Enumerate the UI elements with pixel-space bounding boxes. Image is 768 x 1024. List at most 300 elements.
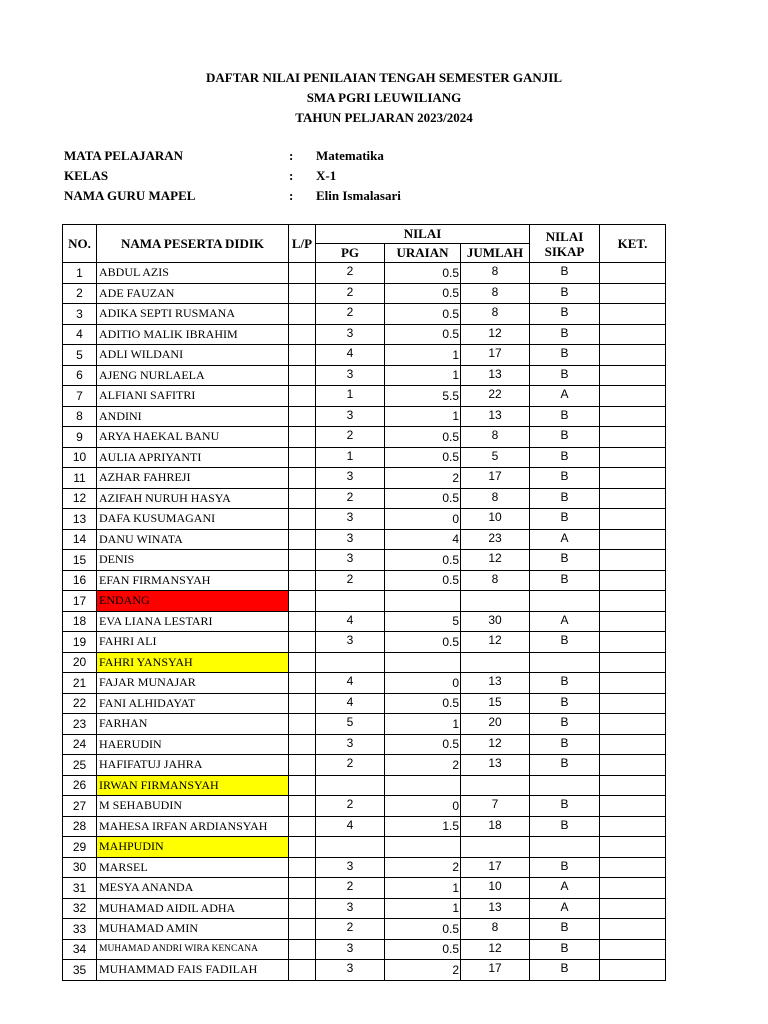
student-name: FAHRI ALI bbox=[97, 632, 289, 653]
uraian-score: 0.5 bbox=[385, 324, 461, 345]
student-name: M SEHABUDIN bbox=[97, 796, 289, 817]
table-row bbox=[63, 857, 666, 878]
gender-cell bbox=[289, 919, 316, 940]
row-number: 13 bbox=[63, 509, 97, 530]
ket-cell bbox=[600, 960, 666, 981]
teacher-label: NAMA GURU MAPEL bbox=[64, 188, 196, 203]
table-row bbox=[63, 324, 666, 345]
pg-score: 3 bbox=[316, 734, 385, 755]
table-row bbox=[63, 796, 666, 817]
header-name: NAMA PESERTA DIDIK bbox=[97, 225, 289, 263]
gender-cell bbox=[289, 632, 316, 653]
table-row bbox=[63, 632, 666, 653]
row-number: 4 bbox=[63, 324, 97, 345]
student-name: MUHAMAD ANDRI WIRA KENCANA bbox=[97, 939, 289, 960]
table-row bbox=[63, 652, 666, 673]
jumlah-score: 12 bbox=[461, 939, 530, 960]
gender-cell bbox=[289, 365, 316, 386]
table-row bbox=[63, 304, 666, 325]
sikap-grade: B bbox=[530, 673, 600, 694]
gender-cell bbox=[289, 939, 316, 960]
jumlah-score: 20 bbox=[461, 714, 530, 735]
table-row bbox=[63, 365, 666, 386]
jumlah-score: 8 bbox=[461, 263, 530, 284]
gender-cell bbox=[289, 816, 316, 837]
table-row bbox=[63, 509, 666, 530]
gender-cell bbox=[289, 960, 316, 981]
gender-cell bbox=[289, 283, 316, 304]
student-name: MARSEL bbox=[97, 857, 289, 878]
jumlah-score: 22 bbox=[461, 386, 530, 407]
jumlah-score: 8 bbox=[461, 283, 530, 304]
student-name: FAJAR MUNAJAR bbox=[97, 673, 289, 694]
table-row bbox=[63, 775, 666, 796]
row-number: 3 bbox=[63, 304, 97, 325]
jumlah-score: 17 bbox=[461, 468, 530, 489]
table-row bbox=[63, 263, 666, 284]
class-colon: : bbox=[289, 168, 294, 183]
jumlah-score: 13 bbox=[461, 673, 530, 694]
gender-cell bbox=[289, 386, 316, 407]
uraian-score: 0 bbox=[385, 673, 461, 694]
row-number: 2 bbox=[63, 283, 97, 304]
ket-cell bbox=[600, 755, 666, 776]
table-row bbox=[63, 898, 666, 919]
row-number: 16 bbox=[63, 570, 97, 591]
jumlah-score: 8 bbox=[461, 488, 530, 509]
row-number: 12 bbox=[63, 488, 97, 509]
uraian-score: 0.5 bbox=[385, 488, 461, 509]
pg-score: 2 bbox=[316, 488, 385, 509]
student-name: EVA LIANA LESTARI bbox=[97, 611, 289, 632]
ket-cell bbox=[600, 386, 666, 407]
sikap-grade: B bbox=[530, 960, 600, 981]
pg-score: 1 bbox=[316, 386, 385, 407]
row-number: 7 bbox=[63, 386, 97, 407]
sikap-grade: B bbox=[530, 427, 600, 448]
uraian-score: 0.5 bbox=[385, 570, 461, 591]
uraian-score: 1 bbox=[385, 406, 461, 427]
jumlah-score: 13 bbox=[461, 406, 530, 427]
pg-score bbox=[316, 652, 385, 673]
uraian-score: 1 bbox=[385, 878, 461, 899]
ket-cell bbox=[600, 529, 666, 550]
table-row bbox=[63, 406, 666, 427]
gender-cell bbox=[289, 591, 316, 612]
ket-cell bbox=[600, 263, 666, 284]
sikap-grade: A bbox=[530, 878, 600, 899]
row-number: 1 bbox=[63, 263, 97, 284]
gender-cell bbox=[289, 898, 316, 919]
gender-cell bbox=[289, 796, 316, 817]
uraian-score: 5 bbox=[385, 611, 461, 632]
table-row bbox=[63, 939, 666, 960]
student-name: IRWAN FIRMANSYAH bbox=[97, 775, 289, 796]
sikap-grade: B bbox=[530, 919, 600, 940]
student-name: ADIKA SEPTI RUSMANA bbox=[97, 304, 289, 325]
ket-cell bbox=[600, 468, 666, 489]
sikap-grade: B bbox=[530, 447, 600, 468]
uraian-score bbox=[385, 652, 461, 673]
ket-cell bbox=[600, 734, 666, 755]
header-uraian: URAIAN bbox=[385, 244, 461, 263]
jumlah-score: 13 bbox=[461, 365, 530, 386]
ket-cell bbox=[600, 488, 666, 509]
sikap-grade: B bbox=[530, 693, 600, 714]
table-row bbox=[63, 488, 666, 509]
student-name: FANI ALHIDAYAT bbox=[97, 693, 289, 714]
uraian-score: 0.5 bbox=[385, 919, 461, 940]
row-number: 23 bbox=[63, 714, 97, 735]
pg-score: 3 bbox=[316, 324, 385, 345]
uraian-score bbox=[385, 775, 461, 796]
pg-score: 4 bbox=[316, 816, 385, 837]
gender-cell bbox=[289, 324, 316, 345]
ket-cell bbox=[600, 816, 666, 837]
sikap-grade: B bbox=[530, 345, 600, 366]
uraian-score: 0.5 bbox=[385, 283, 461, 304]
student-name: HAERUDIN bbox=[97, 734, 289, 755]
ket-cell bbox=[600, 775, 666, 796]
document-title: DAFTAR NILAI PENILAIAN TENGAH SEMESTER GANJIL bbox=[206, 70, 562, 85]
uraian-score: 2 bbox=[385, 755, 461, 776]
header-no: NO. bbox=[63, 225, 97, 263]
sikap-grade bbox=[530, 775, 600, 796]
jumlah-score: 8 bbox=[461, 919, 530, 940]
pg-score: 4 bbox=[316, 673, 385, 694]
subject-label: MATA PELAJARAN bbox=[64, 148, 184, 163]
student-name: AJENG NURLAELA bbox=[97, 365, 289, 386]
pg-score: 3 bbox=[316, 939, 385, 960]
ket-cell bbox=[600, 283, 666, 304]
pg-score: 3 bbox=[316, 632, 385, 653]
header-sikap bbox=[530, 225, 600, 263]
pg-score: 4 bbox=[316, 611, 385, 632]
row-number: 22 bbox=[63, 693, 97, 714]
pg-score: 2 bbox=[316, 283, 385, 304]
ket-cell bbox=[600, 673, 666, 694]
pg-score: 3 bbox=[316, 406, 385, 427]
subject-value: Matematika bbox=[316, 148, 384, 163]
header-lp: L/P bbox=[289, 225, 316, 263]
sikap-grade: B bbox=[530, 283, 600, 304]
grades-table bbox=[62, 224, 666, 981]
pg-score: 3 bbox=[316, 960, 385, 981]
teacher-colon: : bbox=[289, 188, 294, 203]
ket-cell bbox=[600, 345, 666, 366]
uraian-score: 0.5 bbox=[385, 427, 461, 448]
jumlah-score bbox=[461, 837, 530, 858]
jumlah-score: 30 bbox=[461, 611, 530, 632]
ket-cell bbox=[600, 570, 666, 591]
header-jumlah: JUMLAH bbox=[461, 244, 530, 263]
gender-cell bbox=[289, 837, 316, 858]
pg-score bbox=[316, 775, 385, 796]
ket-cell bbox=[600, 611, 666, 632]
uraian-score: 2 bbox=[385, 857, 461, 878]
ket-cell bbox=[600, 796, 666, 817]
pg-score: 1 bbox=[316, 447, 385, 468]
row-number: 20 bbox=[63, 652, 97, 673]
jumlah-score: 17 bbox=[461, 345, 530, 366]
row-number: 19 bbox=[63, 632, 97, 653]
jumlah-score bbox=[461, 652, 530, 673]
student-name: MESYA ANANDA bbox=[97, 878, 289, 899]
gender-cell bbox=[289, 673, 316, 694]
sikap-grade: B bbox=[530, 857, 600, 878]
student-name: MAHPUDIN bbox=[97, 837, 289, 858]
ket-cell bbox=[600, 714, 666, 735]
pg-score: 2 bbox=[316, 796, 385, 817]
sikap-grade: B bbox=[530, 714, 600, 735]
table-row bbox=[63, 734, 666, 755]
uraian-score: 4 bbox=[385, 529, 461, 550]
ket-cell bbox=[600, 365, 666, 386]
row-number: 29 bbox=[63, 837, 97, 858]
table-row bbox=[63, 673, 666, 694]
row-number: 5 bbox=[63, 345, 97, 366]
ket-cell bbox=[600, 878, 666, 899]
pg-score: 2 bbox=[316, 919, 385, 940]
student-name: ALFIANI SAFITRI bbox=[97, 386, 289, 407]
gender-cell bbox=[289, 570, 316, 591]
pg-score: 2 bbox=[316, 878, 385, 899]
row-number: 17 bbox=[63, 591, 97, 612]
gender-cell bbox=[289, 529, 316, 550]
sikap-grade: B bbox=[530, 488, 600, 509]
gender-cell bbox=[289, 714, 316, 735]
uraian-score: 1 bbox=[385, 898, 461, 919]
table-row bbox=[63, 468, 666, 489]
row-number: 8 bbox=[63, 406, 97, 427]
jumlah-score: 15 bbox=[461, 693, 530, 714]
jumlah-score: 8 bbox=[461, 427, 530, 448]
pg-score: 3 bbox=[316, 468, 385, 489]
table-row bbox=[63, 919, 666, 940]
student-name: DENIS bbox=[97, 550, 289, 571]
pg-score: 2 bbox=[316, 755, 385, 776]
pg-score: 4 bbox=[316, 345, 385, 366]
sikap-grade: B bbox=[530, 755, 600, 776]
table-row bbox=[63, 611, 666, 632]
row-number: 35 bbox=[63, 960, 97, 981]
gender-cell bbox=[289, 734, 316, 755]
gender-cell bbox=[289, 878, 316, 899]
uraian-score: 0.5 bbox=[385, 734, 461, 755]
ket-cell bbox=[600, 427, 666, 448]
student-name: ADE FAUZAN bbox=[97, 283, 289, 304]
jumlah-score: 8 bbox=[461, 304, 530, 325]
student-name: AZHAR FAHREJI bbox=[97, 468, 289, 489]
subject-colon: : bbox=[289, 148, 294, 163]
row-number: 34 bbox=[63, 939, 97, 960]
jumlah-score: 12 bbox=[461, 632, 530, 653]
jumlah-score: 13 bbox=[461, 898, 530, 919]
sikap-grade: A bbox=[530, 386, 600, 407]
student-name: FAHRI YANSYAH bbox=[97, 652, 289, 673]
gender-cell bbox=[289, 775, 316, 796]
gender-cell bbox=[289, 509, 316, 530]
jumlah-score: 7 bbox=[461, 796, 530, 817]
gender-cell bbox=[289, 304, 316, 325]
sikap-grade: A bbox=[530, 898, 600, 919]
table-body bbox=[63, 263, 666, 981]
uraian-score: 2 bbox=[385, 960, 461, 981]
sikap-grade bbox=[530, 652, 600, 673]
student-name: ARYA HAEKAL BANU bbox=[97, 427, 289, 448]
uraian-score: 0.5 bbox=[385, 939, 461, 960]
sikap-grade: B bbox=[530, 263, 600, 284]
table-row bbox=[63, 427, 666, 448]
pg-score: 2 bbox=[316, 427, 385, 448]
uraian-score bbox=[385, 837, 461, 858]
table-row bbox=[63, 591, 666, 612]
student-name: FARHAN bbox=[97, 714, 289, 735]
row-number: 32 bbox=[63, 898, 97, 919]
gender-cell bbox=[289, 755, 316, 776]
header-sikap-text: NILAI SIKAP bbox=[544, 228, 585, 259]
jumlah-score: 12 bbox=[461, 734, 530, 755]
header-ket: KET. bbox=[600, 225, 666, 263]
table-row bbox=[63, 714, 666, 735]
gender-cell bbox=[289, 263, 316, 284]
row-number: 24 bbox=[63, 734, 97, 755]
student-name: ADLI WILDANI bbox=[97, 345, 289, 366]
ket-cell bbox=[600, 837, 666, 858]
uraian-score: 0 bbox=[385, 796, 461, 817]
table-row bbox=[63, 693, 666, 714]
gender-cell bbox=[289, 693, 316, 714]
student-name: ABDUL AZIS bbox=[97, 263, 289, 284]
sikap-grade: B bbox=[530, 632, 600, 653]
uraian-score: 1.5 bbox=[385, 816, 461, 837]
class-value: X-1 bbox=[316, 168, 337, 183]
sikap-grade: B bbox=[530, 939, 600, 960]
ket-cell bbox=[600, 550, 666, 571]
table-row bbox=[63, 755, 666, 776]
pg-score bbox=[316, 591, 385, 612]
pg-score: 3 bbox=[316, 529, 385, 550]
header-pg: PG bbox=[316, 244, 385, 263]
row-number: 31 bbox=[63, 878, 97, 899]
jumlah-score: 17 bbox=[461, 960, 530, 981]
student-name: ENDANG bbox=[97, 591, 289, 612]
row-number: 33 bbox=[63, 919, 97, 940]
table-row bbox=[63, 837, 666, 858]
jumlah-score bbox=[461, 775, 530, 796]
pg-score: 3 bbox=[316, 509, 385, 530]
ket-cell bbox=[600, 919, 666, 940]
jumlah-score: 12 bbox=[461, 324, 530, 345]
table-row bbox=[63, 816, 666, 837]
row-number: 6 bbox=[63, 365, 97, 386]
sikap-grade: B bbox=[530, 509, 600, 530]
student-name: MUHAMMAD FAIS FADILAH bbox=[97, 960, 289, 981]
ket-cell bbox=[600, 304, 666, 325]
student-name: MAHESA IRFAN ARDIANSYAH bbox=[97, 816, 289, 837]
gender-cell bbox=[289, 652, 316, 673]
pg-score: 2 bbox=[316, 570, 385, 591]
pg-score: 2 bbox=[316, 304, 385, 325]
gender-cell bbox=[289, 406, 316, 427]
sikap-grade: B bbox=[530, 365, 600, 386]
table-row bbox=[63, 529, 666, 550]
table-row bbox=[63, 345, 666, 366]
row-number: 15 bbox=[63, 550, 97, 571]
gender-cell bbox=[289, 447, 316, 468]
row-number: 11 bbox=[63, 468, 97, 489]
pg-score: 3 bbox=[316, 898, 385, 919]
academic-year: TAHUN PELJARAN 2023/2024 bbox=[295, 110, 473, 125]
sikap-grade: A bbox=[530, 611, 600, 632]
gender-cell bbox=[289, 550, 316, 571]
student-name: HAFIFATUJ JAHRA bbox=[97, 755, 289, 776]
sikap-grade: B bbox=[530, 550, 600, 571]
gender-cell bbox=[289, 468, 316, 489]
jumlah-score: 8 bbox=[461, 570, 530, 591]
uraian-score: 0 bbox=[385, 509, 461, 530]
row-number: 14 bbox=[63, 529, 97, 550]
uraian-score: 1 bbox=[385, 365, 461, 386]
sikap-grade: A bbox=[530, 529, 600, 550]
ket-cell bbox=[600, 324, 666, 345]
jumlah-score: 5 bbox=[461, 447, 530, 468]
table-row bbox=[63, 447, 666, 468]
header-nilai: NILAI bbox=[316, 225, 530, 244]
jumlah-score: 17 bbox=[461, 857, 530, 878]
student-name: DANU WINATA bbox=[97, 529, 289, 550]
student-name: ANDINI bbox=[97, 406, 289, 427]
table-row bbox=[63, 878, 666, 899]
student-name: AZIFAH NURUH HASYA bbox=[97, 488, 289, 509]
uraian-score: 5.5 bbox=[385, 386, 461, 407]
jumlah-score: 10 bbox=[461, 509, 530, 530]
gender-cell bbox=[289, 857, 316, 878]
row-number: 30 bbox=[63, 857, 97, 878]
pg-score: 3 bbox=[316, 550, 385, 571]
uraian-score: 0.5 bbox=[385, 263, 461, 284]
sikap-grade: B bbox=[530, 734, 600, 755]
sikap-grade: B bbox=[530, 468, 600, 489]
sikap-grade bbox=[530, 837, 600, 858]
ket-cell bbox=[600, 693, 666, 714]
ket-cell bbox=[600, 632, 666, 653]
sikap-grade: B bbox=[530, 570, 600, 591]
student-name: DAFA KUSUMAGANI bbox=[97, 509, 289, 530]
uraian-score: 2 bbox=[385, 468, 461, 489]
gender-cell bbox=[289, 488, 316, 509]
uraian-score: 0.5 bbox=[385, 693, 461, 714]
sikap-grade bbox=[530, 591, 600, 612]
jumlah-score: 18 bbox=[461, 816, 530, 837]
student-name: EFAN FIRMANSYAH bbox=[97, 570, 289, 591]
uraian-score: 1 bbox=[385, 345, 461, 366]
ket-cell bbox=[600, 898, 666, 919]
pg-score: 3 bbox=[316, 857, 385, 878]
row-number: 18 bbox=[63, 611, 97, 632]
pg-score: 3 bbox=[316, 365, 385, 386]
table-row bbox=[63, 550, 666, 571]
jumlah-score: 12 bbox=[461, 550, 530, 571]
sikap-grade: B bbox=[530, 816, 600, 837]
ket-cell bbox=[600, 406, 666, 427]
uraian-score: 0.5 bbox=[385, 447, 461, 468]
row-number: 10 bbox=[63, 447, 97, 468]
pg-score: 2 bbox=[316, 263, 385, 284]
jumlah-score: 23 bbox=[461, 529, 530, 550]
row-number: 26 bbox=[63, 775, 97, 796]
jumlah-score: 10 bbox=[461, 878, 530, 899]
